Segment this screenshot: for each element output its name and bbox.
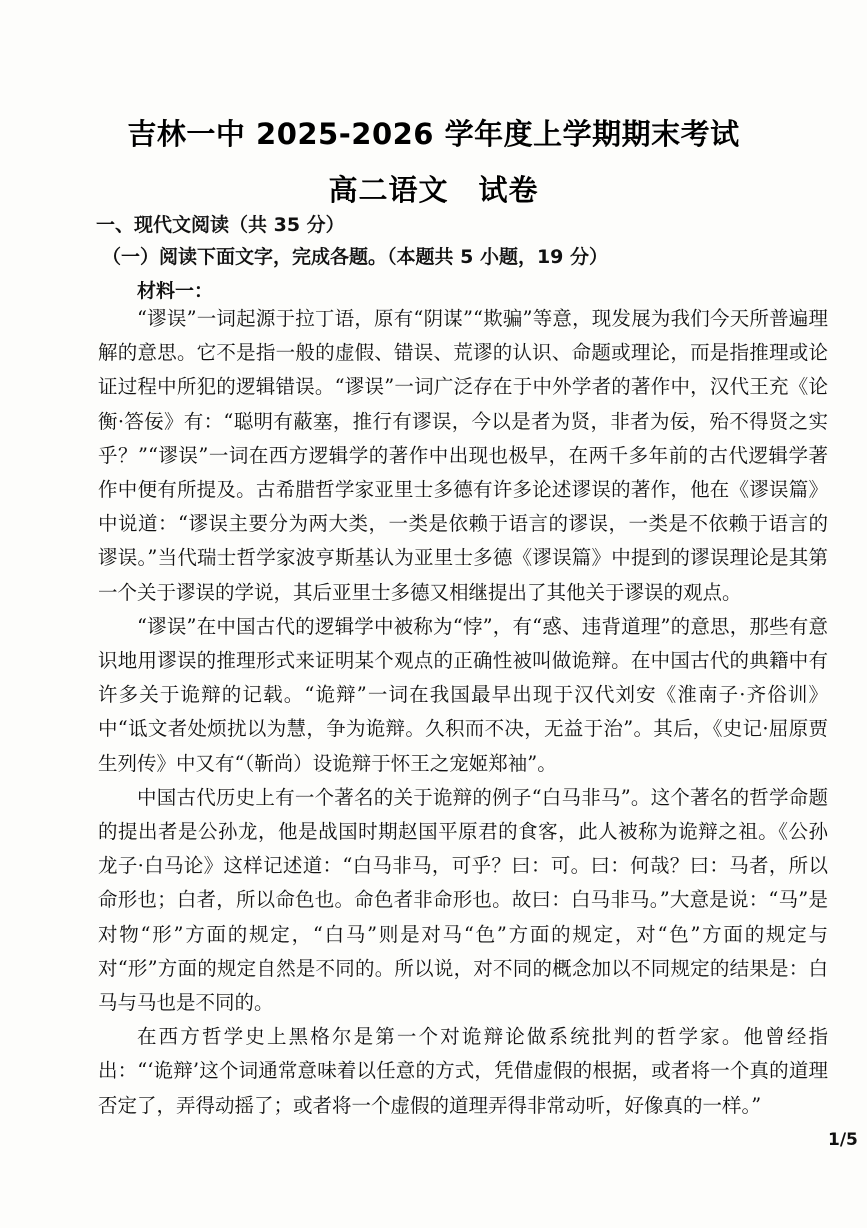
question-instruction: （一）阅读下面文字，完成各题。（本题共 5 小题，19 分） [102, 246, 609, 268]
page-number: 1/5 [828, 1130, 858, 1150]
paragraph-2: “谬误”在中国古代的逻辑学中被称为“悖”，有“惑、违背道理”的意思，那些有意识地用谬误的推理形式来证明某个观点的正确性被叫做诡辩。在中国古代的典籍中有许多关于诡辩的记载。“诡辩”一词在我国最早出现于汉代刘安《淮南子·齐俗训》中“诋文者处烦扰以为慧，争为诡辩。久积而不决，无益于治”。其后，《史记·屈原贾生列传》中又有“（靳尚）设诡辩于怀王之宠姬郑袖”。 [98, 614, 828, 775]
reading-passage [98, 302, 828, 1123]
exam-title: 吉林一中 2025-2026 学年度上学期期末考试 [127, 117, 740, 151]
material-label: 材料一： [137, 280, 214, 302]
section-heading: 一、现代文阅读（共 35 分） [96, 214, 345, 236]
exam-subtitle: 高二语文 试卷 [328, 173, 539, 207]
paragraph-3: 中国古代历史上有一个著名的关于诡辩的例子“白马非马”。这个著名的哲学命题的提出者是公孙龙，他是战国时期赵国平原君的食客，此人被称为诡辩之祖。《公孙龙子·白马论》这样记述道：“白马非马，可乎？曰：可。曰：何哉？曰：马者，所以命形也；白者，所以命色也。命色者非命形也。故曰：白马非马。”大意是说：“马”是对物“形”方面的规定，“白马”则是对马“色”方面的规定，对“色”方面的规定与对“形”方面的规定自然是不同的。所以说，对不同的概念加以不同规定的结果是：白马与马也是不同的。 [98, 785, 828, 1015]
paragraph-1: “谬误”一词起源于拉丁语，原有“阴谋”“欺骗”等意，现发展为我们今天所普遍理解的意思。它不是指一般的虚假、错误、荒谬的认识、命题或理论，而是指推理或论证过程中所犯的逻辑错误。“谬误”一词广泛存在于中外学者的著作中，汉代王充《论衡·答佞》有：“聪明有蔽塞，推行有谬误，今以是者为贤，非者为佞，殆不得贤之实乎？”“谬误”一词在西方逻辑学的著作中出现也极早，在两千多年前的古代逻辑学著作中便有所提及。古希腊哲学家亚里士多德有许多论述谬误的著作，他在《谬误篇》中说道：“谬误主要分为两大类，一类是依赖于语言的谬误，一类是不依赖于语言的谬误。”当代瑞士哲学家波亨斯基认为亚里士多德《谬误篇》中提到的谬误理论是其第一个关于谬误的学说，其后亚里士多德又相继提出了其他关于谬误的观点。 [98, 307, 828, 604]
paragraph-4: 在西方哲学史上黑格尔是第一个对诡辩论做系统批判的哲学家。他曾经指出：“‘诡辩’这个词通常意味着以任意的方式，凭借虚假的根据，或者将一个真的道理否定了，弄得动摇了；或者将一个虚假的道理弄得非常动听，好像真的一样。” [98, 1025, 828, 1117]
